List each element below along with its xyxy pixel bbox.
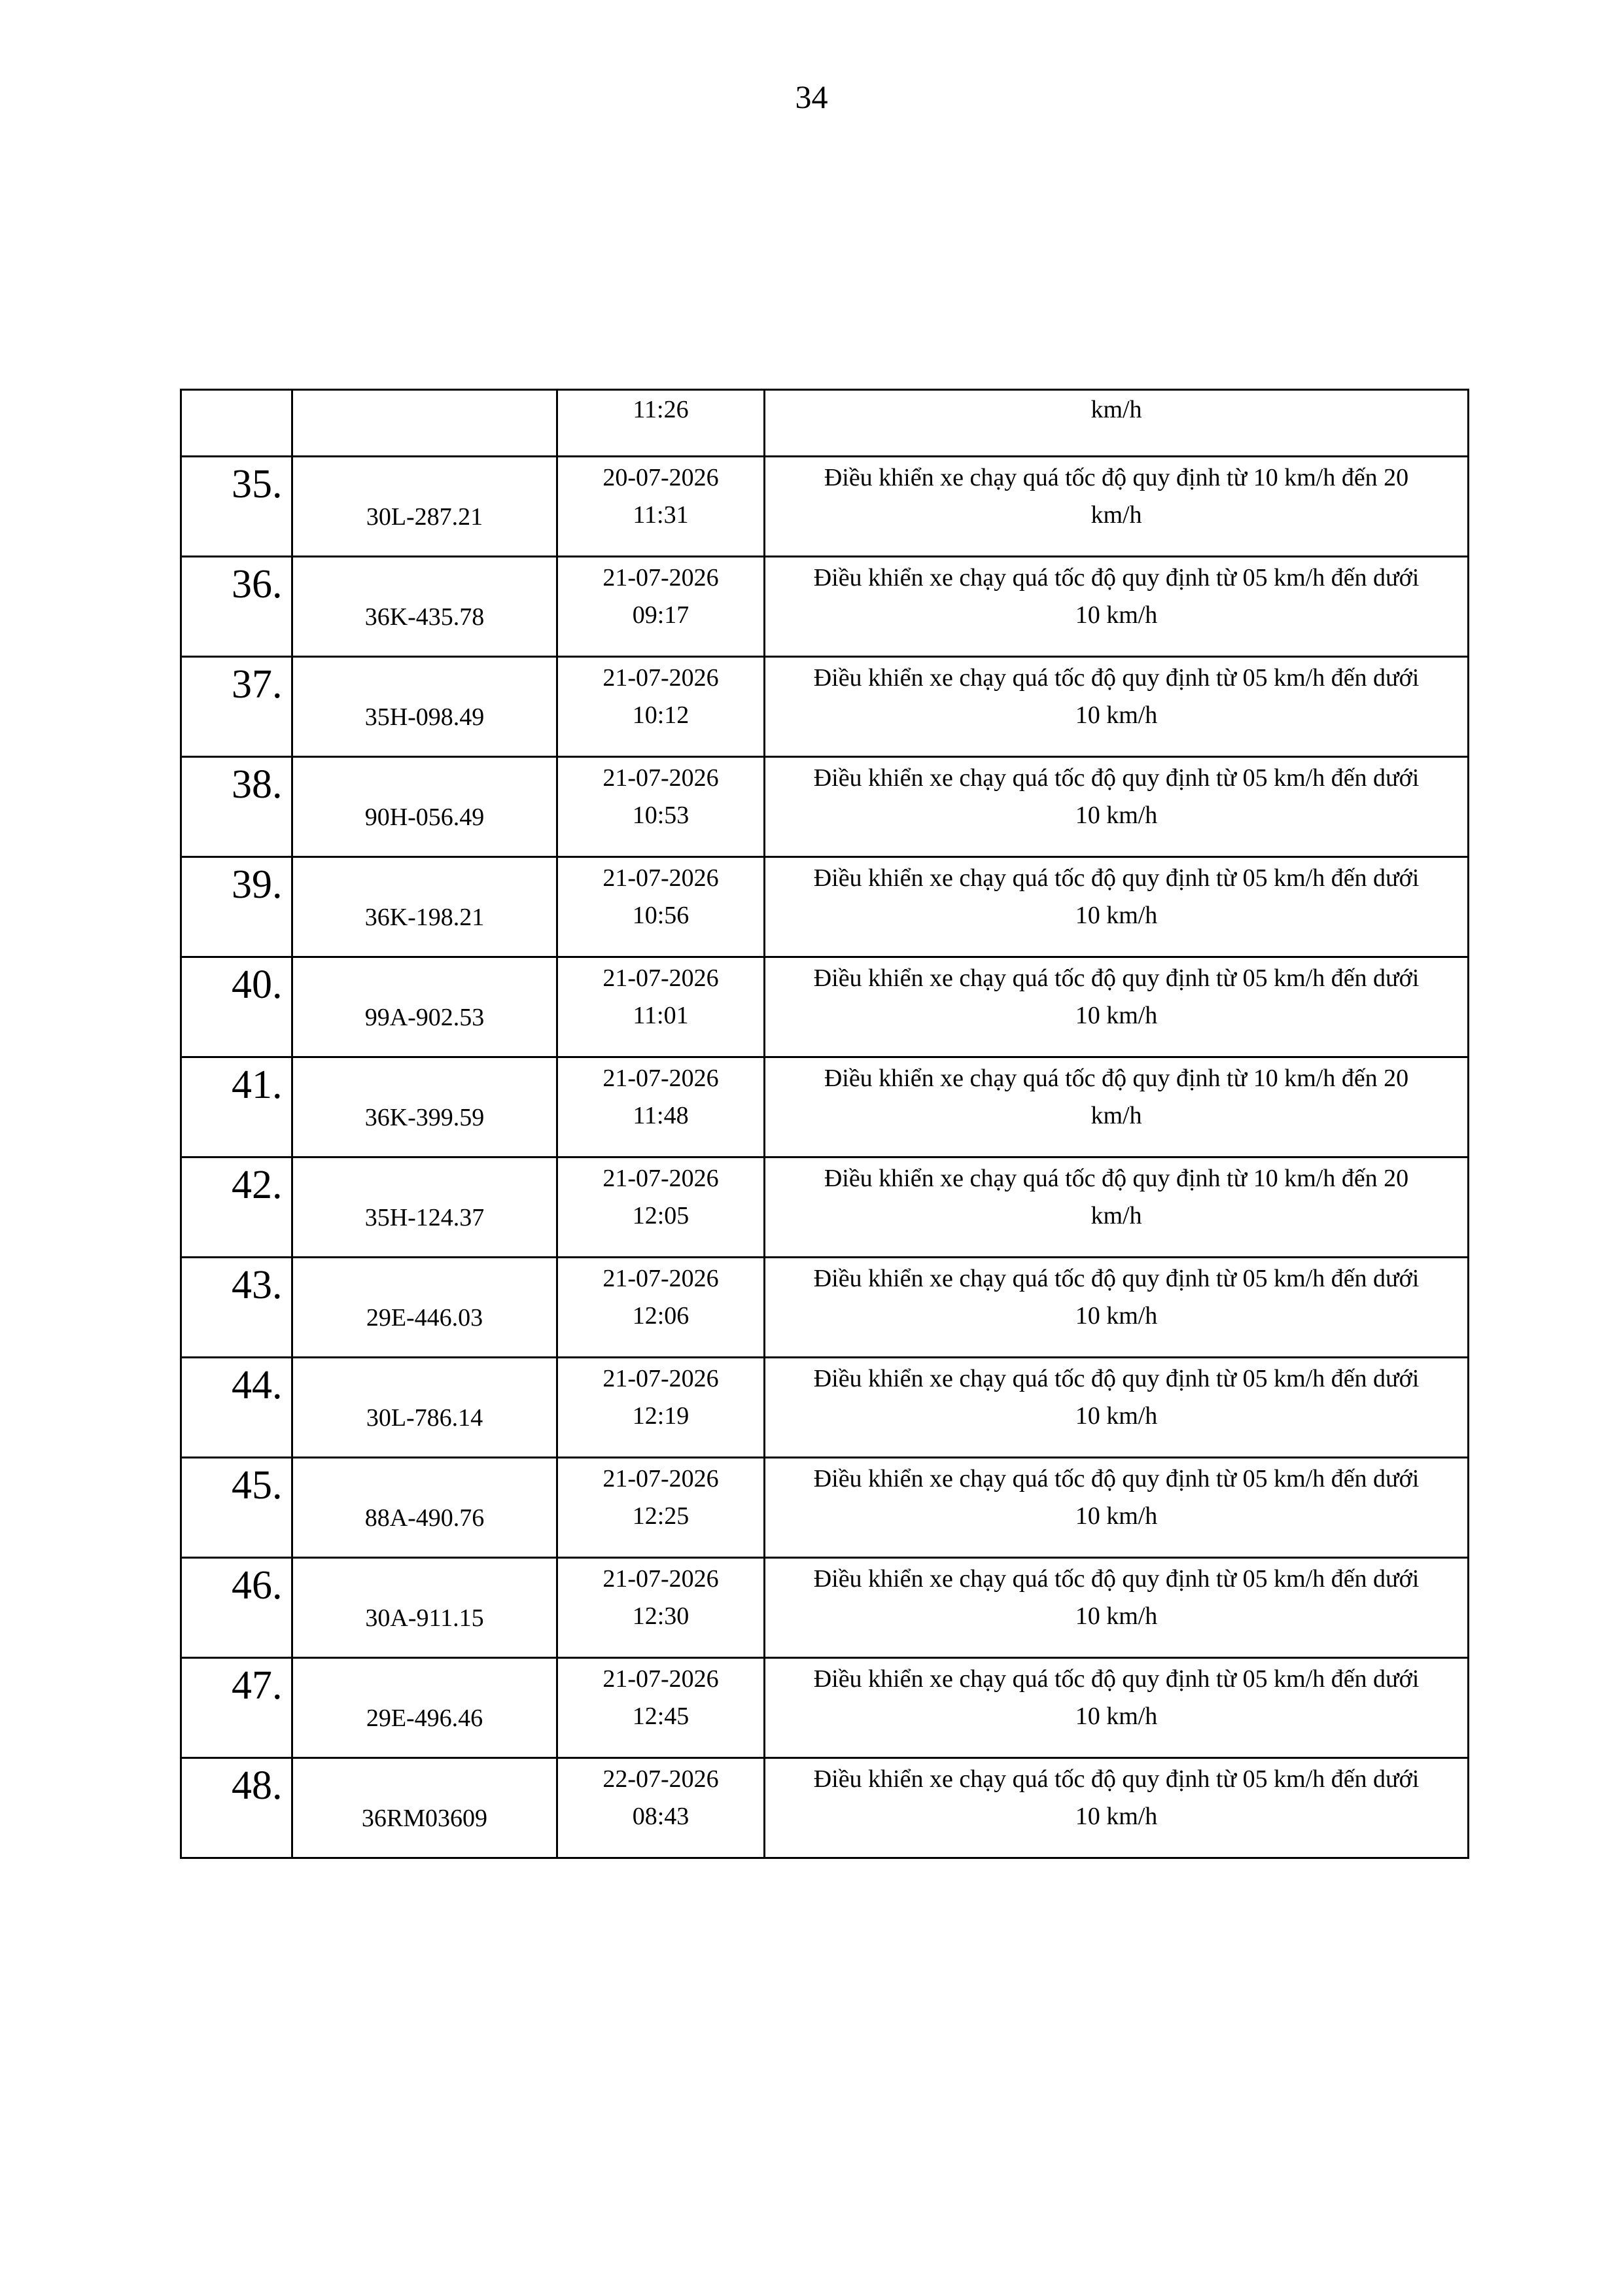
violation-desc-cell: Điều khiển xe chạy quá tốc độ quy định từ 05 km/h đến dưới 10 km/h [765, 857, 1469, 957]
table-row [181, 957, 1469, 1057]
datetime-cell: 21-07-2026 10:56 [557, 857, 765, 957]
table-row [181, 1458, 1469, 1558]
violation-desc-cell: Điều khiển xe chạy quá tốc độ quy định từ 10 km/h đến 20 km/h [765, 457, 1469, 557]
datetime-cell: 11:26 [557, 390, 765, 457]
datetime-cell: 21-07-2026 12:45 [557, 1658, 765, 1758]
datetime-cell: 21-07-2026 10:53 [557, 757, 765, 857]
row-number-cell: 39. [181, 857, 292, 957]
row-number-cell: 46. [181, 1558, 292, 1658]
plate-cell: 29E-496.46 [292, 1658, 557, 1758]
plate-cell: 30L-786.14 [292, 1358, 557, 1458]
datetime-cell: 21-07-2026 12:19 [557, 1358, 765, 1458]
violation-desc-cell: Điều khiển xe chạy quá tốc độ quy định từ 10 km/h đến 20 km/h [765, 1157, 1469, 1258]
plate-cell: 36K-198.21 [292, 857, 557, 957]
page-number: 34 [795, 79, 828, 115]
violation-desc-cell: Điều khiển xe chạy quá tốc độ quy định từ 05 km/h đến dưới 10 km/h [765, 757, 1469, 857]
plate-cell: 30A-911.15 [292, 1558, 557, 1658]
row-number-cell: 37. [181, 657, 292, 757]
violation-desc-cell: Điều khiển xe chạy quá tốc độ quy định từ 05 km/h đến dưới 10 km/h [765, 657, 1469, 757]
datetime-cell: 21-07-2026 12:25 [557, 1458, 765, 1558]
table-row [181, 1157, 1469, 1258]
violation-desc-cell: km/h [765, 390, 1469, 457]
table-row [181, 857, 1469, 957]
row-number-cell: 43. [181, 1258, 292, 1358]
datetime-cell: 21-07-2026 12:30 [557, 1558, 765, 1658]
row-number-cell: 45. [181, 1458, 292, 1558]
violation-desc-cell: Điều khiển xe chạy quá tốc độ quy định từ 05 km/h đến dưới 10 km/h [765, 1658, 1469, 1758]
table-row [181, 1358, 1469, 1458]
table-row [181, 1057, 1469, 1157]
datetime-cell: 21-07-2026 10:12 [557, 657, 765, 757]
plate-cell: 36RM03609 [292, 1758, 557, 1858]
plate-cell: 35H-124.37 [292, 1157, 557, 1258]
table-row [181, 557, 1469, 657]
table-row [181, 1558, 1469, 1658]
table-row [181, 1258, 1469, 1358]
violation-desc-cell: Điều khiển xe chạy quá tốc độ quy định từ 05 km/h đến dưới 10 km/h [765, 1358, 1469, 1458]
datetime-cell: 21-07-2026 11:01 [557, 957, 765, 1057]
datetime-cell: 21-07-2026 12:05 [557, 1157, 765, 1258]
violation-desc-cell: Điều khiển xe chạy quá tốc độ quy định từ 10 km/h đến 20 km/h [765, 1057, 1469, 1157]
row-number-cell: 44. [181, 1358, 292, 1458]
plate-cell: 99A-902.53 [292, 957, 557, 1057]
plate-cell: 29E-446.03 [292, 1258, 557, 1358]
plate-cell [292, 390, 557, 457]
row-number-cell: 48. [181, 1758, 292, 1858]
datetime-cell: 22-07-2026 08:43 [557, 1758, 765, 1858]
table-row [181, 757, 1469, 857]
violation-desc-cell: Điều khiển xe chạy quá tốc độ quy định từ 05 km/h đến dưới 10 km/h [765, 1558, 1469, 1658]
datetime-cell: 21-07-2026 12:06 [557, 1258, 765, 1358]
row-number-cell: 36. [181, 557, 292, 657]
table-row [181, 657, 1469, 757]
violation-desc-cell: Điều khiển xe chạy quá tốc độ quy định từ 05 km/h đến dưới 10 km/h [765, 957, 1469, 1057]
table-row [181, 457, 1469, 557]
plate-cell: 88A-490.76 [292, 1458, 557, 1558]
table-row-continued [181, 390, 1469, 457]
datetime-cell: 20-07-2026 11:31 [557, 457, 765, 557]
plate-cell: 35H-098.49 [292, 657, 557, 757]
violation-desc-cell: Điều khiển xe chạy quá tốc độ quy định từ 05 km/h đến dưới 10 km/h [765, 1758, 1469, 1858]
row-number-cell: 41. [181, 1057, 292, 1157]
violation-desc-cell: Điều khiển xe chạy quá tốc độ quy định từ 05 km/h đến dưới 10 km/h [765, 557, 1469, 657]
violation-desc-cell: Điều khiển xe chạy quá tốc độ quy định từ 05 km/h đến dưới 10 km/h [765, 1258, 1469, 1358]
plate-cell: 36K-435.78 [292, 557, 557, 657]
row-number-cell [181, 390, 292, 457]
row-number-cell: 47. [181, 1658, 292, 1758]
plate-cell: 36K-399.59 [292, 1057, 557, 1157]
row-number-cell: 40. [181, 957, 292, 1057]
datetime-cell: 21-07-2026 09:17 [557, 557, 765, 657]
table-row [181, 1658, 1469, 1758]
violation-desc-cell: Điều khiển xe chạy quá tốc độ quy định từ 05 km/h đến dưới 10 km/h [765, 1458, 1469, 1558]
datetime-cell: 21-07-2026 11:48 [557, 1057, 765, 1157]
row-number-cell: 42. [181, 1157, 292, 1258]
plate-cell: 30L-287.21 [292, 457, 557, 557]
row-number-cell: 35. [181, 457, 292, 557]
plate-cell: 90H-056.49 [292, 757, 557, 857]
table-row [181, 1758, 1469, 1858]
row-number-cell: 38. [181, 757, 292, 857]
violations-table [180, 389, 1469, 1859]
